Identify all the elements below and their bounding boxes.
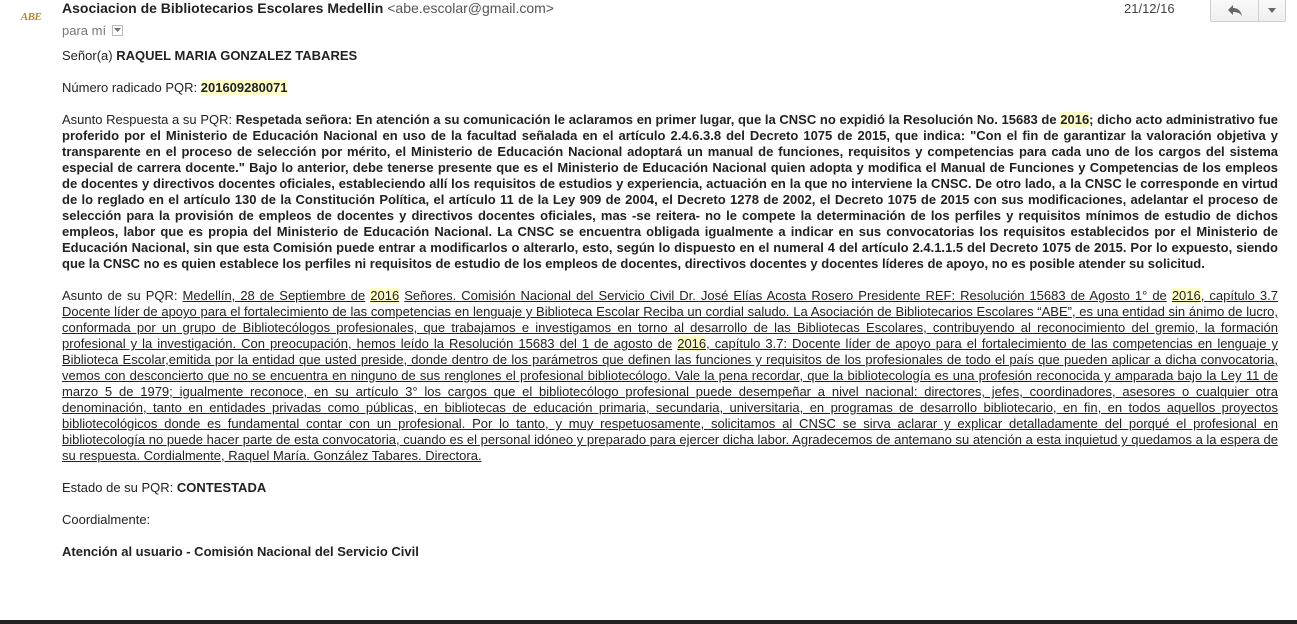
chevron-down-icon bbox=[114, 28, 121, 33]
recipient-label: para mí bbox=[62, 23, 107, 38]
status-label: Estado de su PQR: bbox=[62, 480, 174, 495]
bottom-edge-bar bbox=[0, 620, 1297, 624]
response-label: Asunto Respuesta a su PQR: bbox=[62, 112, 233, 127]
more-options-button[interactable] bbox=[1258, 0, 1286, 22]
year-highlight[interactable]: 2016 bbox=[370, 288, 400, 303]
message-body bbox=[62, 48, 1278, 560]
status-line bbox=[62, 480, 1278, 496]
sender-email: <abe.escolar@gmail.com> bbox=[387, 0, 554, 16]
pqr-text-1[interactable]: Medellín, 28 de Septiembre de bbox=[182, 288, 366, 303]
signature: Atención al usuario - Comisión Nacional del Servicio Civil bbox=[62, 544, 419, 559]
abe-logo: ABE bbox=[20, 11, 42, 23]
year-highlight[interactable]: 2016 bbox=[677, 336, 707, 351]
pqr-text-2[interactable]: Señores. Comisión Nacional del Servicio Civil Dr. José Elías Acosta Rosero Presidente REF: Resolución 15683 de Agosto 1° de bbox=[404, 288, 1167, 303]
pqr-text-4[interactable]: , capítulo 3.7: Docente líder de apoyo para el fortalecimiento de las competencias en lenguaje y Biblioteca Escolar,emitida por la entidad que usted preside, donde dentro de los parámetros que definen las funciones y requisitos de los profesionales de todo el país que pueden aplicar a dicha convocatoria, vemos con desconcierto que no se encuentra en ninguno de sus renglones el profesional bibliotecólogo. Vale la pena recordar, que la bibliotecología es una profesión reconocida y amparada bajo la Ley 11 de marzo 5 de 1979; igualmente reconoce, en su artículo 3° los cargos que el bibliotecólogo profesional puede desempeñar a nivel nacional: directores, jefes, coordinadores, asesores o cualquier otra denominación, tanto en entidades privadas como públicas, en bibliotecas de educación primaria, secundaria, universitaria, en programas de desarrollo bibliotecario, en fin, en todos aquellos proyectos bibliotecológicos donde es fundamental contar con un profesional. Por lo tanto, y muy respetuosamente, solicitamos al CNSC se sirva aclarar y explicar detalladamente del porqué el profesional en bibliotecología no puede hacer parte de esta convocatoria, cuando es el personal idóneo y preparado para ejercer dicha labor. Agradecemos de antemano su atención a esta inquietud y quedamos a la espera de su respuesta. Cordialmente, Raquel María. González Tabares. Directora. bbox=[62, 336, 1278, 463]
year-highlight[interactable]: 2016 bbox=[1171, 288, 1201, 303]
sender-avatar bbox=[12, 4, 50, 30]
radicado-label: Número radicado PQR: bbox=[62, 80, 198, 95]
chevron-down-icon bbox=[1268, 8, 1276, 13]
pqr-text-3[interactable]: , capítulo 3.7 Docente líder de apoyo para el fortalecimiento de las competencias en lenguaje y Biblioteca Escolar Reciba un cordial saludo. La Asociación de Bibliotecarios Escolares “ABE”, es una entidad sin ánimo de lucro, conformada por un grupo de Bibliotecólogos profesionales, que trabajamos e investigamos en torno al desarrollo de las Bibliotecas Escolares, contribuyendo al reconocimiento del gremio, la formación profesional y la investigación. Con preocupación, hemos leído la Resolución 15683 del 1 de agosto de bbox=[62, 288, 1278, 351]
recipient-details-dropdown[interactable] bbox=[112, 25, 123, 36]
response-paragraph bbox=[62, 112, 1278, 272]
status-value: CONTESTADA bbox=[176, 480, 267, 495]
year-highlight: 2016 bbox=[1060, 112, 1090, 127]
response-text-2: ; dicho acto administrativo fue proferido por el Ministerio de Educación Nacional en uso de la facultad señalada en el artículo 2.4.6.3.8 del Decreto 1075 de 2015, que indica: "Con el fin de garantizar la valoración objetiva y transparente en el proceso de selección por mérito, el Ministerio de Educación Nacional adoptará un manual de funciones, requisitos y competencias para cada uno de los cargos del sistema especial de carrera docente." Bajo lo anterior, debe tenerse presente que es el Ministerio de Educación Nacional quien adopta y modifica el Manual de Funciones y Competencias de los empleos de docentes y directivos docentes oficiales, estableciendo allí los requisitos de estudios y experiencia, actuación en la que no interviene la CNSC. De otro lado, a la CNSC le corresponde en virtud de lo reglado en el artículo 130 de la Constitución Política, el artículo 11 de la Ley 909 de 2004, el Decreto 1278 de 2002, el Decreto 1075 de 2015 con sus modificaciones, adelantar el proceso de selección para la provisión de empleos de docentes y directivos docentes oficiales, mas -se reitera- no le compete la determinación de los perfiles y requisitos mínimos de estudio de dichos empleos, labor que es propia del Ministerio de Educación Nacional. La CNSC se encuentra obligada igualmente a indicar en sus convocatorias los requisitos establecidos por el Ministerio de Educación Nacional, sin que esta Comisión puede entrar a modificarlos o alterarlo, esto, según lo dispuesto en el numeral 4 del artículo 2.4.1.1.5 del Decreto 1075 de 2015. Por lo expuesto, siendo que la CNSC no es quien establece los perfiles ni requisitos de estudio de los empleos de docentes, directivos docentes y docentes líderes de apoyo, no es posible atender su solicitud. bbox=[62, 112, 1278, 271]
message-actions bbox=[1210, 0, 1286, 22]
greeting bbox=[62, 48, 1278, 64]
recipient-line bbox=[62, 23, 123, 38]
greeting-name: RAQUEL MARIA GONZALEZ TABARES bbox=[116, 48, 358, 63]
message-date: 21/12/16 bbox=[1124, 1, 1175, 16]
pqr-subject-label: Asunto de su PQR: bbox=[62, 288, 178, 303]
sender-line bbox=[62, 0, 554, 16]
sender-name[interactable]: Asociacion de Bibliotecarios Escolares Medellin bbox=[62, 0, 384, 16]
reply-button[interactable] bbox=[1210, 0, 1258, 22]
radicado-number: 201609280071 bbox=[200, 80, 288, 95]
response-text-1: Respetada señora: En atención a su comunicación le aclaramos en primer lugar, que la CNSC no expidió la Resolución No. 15683 de bbox=[235, 112, 1057, 127]
radicado-line bbox=[62, 80, 1278, 96]
greeting-label: Señor(a) bbox=[62, 48, 113, 63]
reply-icon bbox=[1227, 4, 1243, 16]
pqr-subject-paragraph bbox=[62, 288, 1278, 464]
closing: Coordialmente: bbox=[62, 512, 151, 527]
